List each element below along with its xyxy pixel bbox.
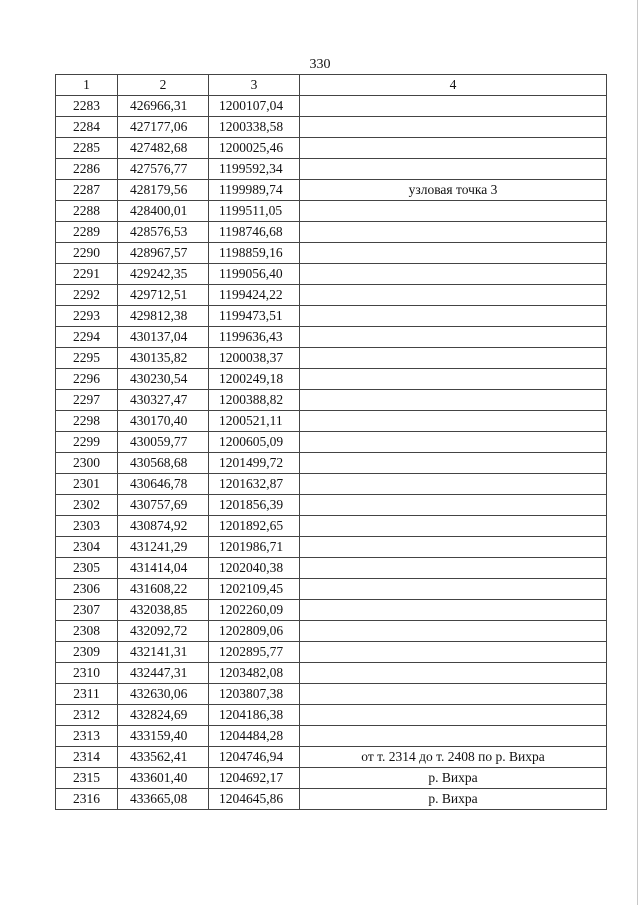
y-coordinate-cell: 1201986,71 xyxy=(209,537,300,558)
point-number-cell: 2307 xyxy=(56,600,118,621)
y-coordinate-cell: 1201632,87 xyxy=(209,474,300,495)
table-row xyxy=(56,138,607,159)
note-cell xyxy=(300,537,607,558)
table-row xyxy=(56,453,607,474)
point-number-cell: 2292 xyxy=(56,285,118,306)
x-coordinate-cell: 431414,04 xyxy=(118,558,209,579)
point-number-cell: 2310 xyxy=(56,663,118,684)
note-cell xyxy=(300,663,607,684)
point-number-cell: 2299 xyxy=(56,432,118,453)
x-coordinate-cell: 428576,53 xyxy=(118,222,209,243)
point-number-cell: 2283 xyxy=(56,96,118,117)
table-row xyxy=(56,222,607,243)
y-coordinate-cell: 1199424,22 xyxy=(209,285,300,306)
point-number-cell: 2304 xyxy=(56,537,118,558)
table-row xyxy=(56,159,607,180)
y-coordinate-cell: 1199989,74 xyxy=(209,180,300,201)
x-coordinate-cell: 431241,29 xyxy=(118,537,209,558)
note-cell xyxy=(300,579,607,600)
y-coordinate-cell: 1202809,06 xyxy=(209,621,300,642)
table-row xyxy=(56,411,607,432)
x-coordinate-cell: 431608,22 xyxy=(118,579,209,600)
x-coordinate-cell: 428400,01 xyxy=(118,201,209,222)
table-row xyxy=(56,579,607,600)
point-number-cell: 2311 xyxy=(56,684,118,705)
y-coordinate-cell: 1201499,72 xyxy=(209,453,300,474)
x-coordinate-cell: 427177,06 xyxy=(118,117,209,138)
x-coordinate-cell: 429712,51 xyxy=(118,285,209,306)
point-number-cell: 2287 xyxy=(56,180,118,201)
point-number-cell: 2284 xyxy=(56,117,118,138)
y-coordinate-cell: 1202109,45 xyxy=(209,579,300,600)
table-row xyxy=(56,474,607,495)
x-coordinate-cell: 432038,85 xyxy=(118,600,209,621)
point-number-cell: 2303 xyxy=(56,516,118,537)
y-coordinate-cell: 1202040,38 xyxy=(209,558,300,579)
x-coordinate-cell: 430757,69 xyxy=(118,495,209,516)
x-coordinate-cell: 432141,31 xyxy=(118,642,209,663)
x-coordinate-cell: 428179,56 xyxy=(118,180,209,201)
point-number-cell: 2300 xyxy=(56,453,118,474)
table-row xyxy=(56,243,607,264)
x-coordinate-cell: 433665,08 xyxy=(118,789,209,810)
point-number-cell: 2298 xyxy=(56,411,118,432)
note-cell xyxy=(300,621,607,642)
point-number-cell: 2294 xyxy=(56,327,118,348)
x-coordinate-cell: 433159,40 xyxy=(118,726,209,747)
table-body xyxy=(56,96,607,810)
y-coordinate-cell: 1201892,65 xyxy=(209,516,300,537)
point-number-cell: 2297 xyxy=(56,390,118,411)
table-row xyxy=(56,516,607,537)
x-coordinate-cell: 427576,77 xyxy=(118,159,209,180)
y-coordinate-cell: 1199592,34 xyxy=(209,159,300,180)
y-coordinate-cell: 1200388,82 xyxy=(209,390,300,411)
point-number-cell: 2305 xyxy=(56,558,118,579)
point-number-cell: 2315 xyxy=(56,768,118,789)
y-coordinate-cell: 1199056,40 xyxy=(209,264,300,285)
x-coordinate-cell: 430874,92 xyxy=(118,516,209,537)
y-coordinate-cell: 1198859,16 xyxy=(209,243,300,264)
y-coordinate-cell: 1204186,38 xyxy=(209,705,300,726)
y-coordinate-cell: 1200107,04 xyxy=(209,96,300,117)
point-number-cell: 2295 xyxy=(56,348,118,369)
table-row xyxy=(56,621,607,642)
column-header-4: 4 xyxy=(300,75,607,96)
point-number-cell: 2313 xyxy=(56,726,118,747)
table-row xyxy=(56,495,607,516)
note-cell xyxy=(300,495,607,516)
note-cell xyxy=(300,348,607,369)
note-cell xyxy=(300,159,607,180)
coordinates-table xyxy=(55,74,607,810)
note-cell xyxy=(300,642,607,663)
x-coordinate-cell: 430137,04 xyxy=(118,327,209,348)
table-row xyxy=(56,285,607,306)
x-coordinate-cell: 430327,47 xyxy=(118,390,209,411)
point-number-cell: 2302 xyxy=(56,495,118,516)
table-row xyxy=(56,600,607,621)
table-row xyxy=(56,684,607,705)
table-row xyxy=(56,369,607,390)
y-coordinate-cell: 1199473,51 xyxy=(209,306,300,327)
point-number-cell: 2316 xyxy=(56,789,118,810)
table-row xyxy=(56,348,607,369)
note-cell xyxy=(300,264,607,285)
page-number: 330 xyxy=(309,57,331,72)
note-cell xyxy=(300,726,607,747)
note-cell: р. Вихра xyxy=(300,789,607,810)
table-header-row xyxy=(56,75,607,96)
x-coordinate-cell: 432447,31 xyxy=(118,663,209,684)
table-row xyxy=(56,705,607,726)
table-row xyxy=(56,642,607,663)
note-cell xyxy=(300,516,607,537)
x-coordinate-cell: 430568,68 xyxy=(118,453,209,474)
point-number-cell: 2293 xyxy=(56,306,118,327)
y-coordinate-cell: 1200249,18 xyxy=(209,369,300,390)
note-cell xyxy=(300,369,607,390)
table-row xyxy=(56,432,607,453)
y-coordinate-cell: 1204645,86 xyxy=(209,789,300,810)
x-coordinate-cell: 432630,06 xyxy=(118,684,209,705)
note-cell: узловая точка 3 xyxy=(300,180,607,201)
note-cell xyxy=(300,705,607,726)
point-number-cell: 2312 xyxy=(56,705,118,726)
point-number-cell: 2290 xyxy=(56,243,118,264)
x-coordinate-cell: 428967,57 xyxy=(118,243,209,264)
note-cell xyxy=(300,117,607,138)
y-coordinate-cell: 1203482,08 xyxy=(209,663,300,684)
table-row xyxy=(56,558,607,579)
x-coordinate-cell: 427482,68 xyxy=(118,138,209,159)
x-coordinate-cell: 433562,41 xyxy=(118,747,209,768)
y-coordinate-cell: 1202260,09 xyxy=(209,600,300,621)
note-cell: р. Вихра xyxy=(300,768,607,789)
table-row xyxy=(56,180,607,201)
y-coordinate-cell: 1200521,11 xyxy=(209,411,300,432)
note-cell xyxy=(300,138,607,159)
table-row xyxy=(56,768,607,789)
point-number-cell: 2289 xyxy=(56,222,118,243)
x-coordinate-cell: 430170,40 xyxy=(118,411,209,432)
column-header-3: 3 xyxy=(209,75,300,96)
column-header-2: 2 xyxy=(118,75,209,96)
point-number-cell: 2288 xyxy=(56,201,118,222)
point-number-cell: 2314 xyxy=(56,747,118,768)
x-coordinate-cell: 430059,77 xyxy=(118,432,209,453)
y-coordinate-cell: 1203807,38 xyxy=(209,684,300,705)
y-coordinate-cell: 1199511,05 xyxy=(209,201,300,222)
x-coordinate-cell: 430135,82 xyxy=(118,348,209,369)
note-cell xyxy=(300,600,607,621)
x-coordinate-cell: 430646,78 xyxy=(118,474,209,495)
point-number-cell: 2296 xyxy=(56,369,118,390)
table-row xyxy=(56,327,607,348)
table-row xyxy=(56,96,607,117)
point-number-cell: 2309 xyxy=(56,642,118,663)
note-cell xyxy=(300,96,607,117)
x-coordinate-cell: 426966,31 xyxy=(118,96,209,117)
column-header-1: 1 xyxy=(56,75,118,96)
note-cell xyxy=(300,411,607,432)
note-cell xyxy=(300,243,607,264)
note-cell xyxy=(300,285,607,306)
y-coordinate-cell: 1198746,68 xyxy=(209,222,300,243)
y-coordinate-cell: 1200038,37 xyxy=(209,348,300,369)
note-cell xyxy=(300,390,607,411)
x-coordinate-cell: 430230,54 xyxy=(118,369,209,390)
point-number-cell: 2291 xyxy=(56,264,118,285)
note-cell xyxy=(300,201,607,222)
y-coordinate-cell: 1200605,09 xyxy=(209,432,300,453)
note-cell xyxy=(300,474,607,495)
point-number-cell: 2301 xyxy=(56,474,118,495)
x-coordinate-cell: 433601,40 xyxy=(118,768,209,789)
y-coordinate-cell: 1204692,17 xyxy=(209,768,300,789)
table-row xyxy=(56,537,607,558)
y-coordinate-cell: 1199636,43 xyxy=(209,327,300,348)
x-coordinate-cell: 432824,69 xyxy=(118,705,209,726)
y-coordinate-cell: 1200338,58 xyxy=(209,117,300,138)
x-coordinate-cell: 432092,72 xyxy=(118,621,209,642)
scan-edge-line xyxy=(637,0,638,905)
note-cell xyxy=(300,558,607,579)
note-cell xyxy=(300,327,607,348)
y-coordinate-cell: 1204484,28 xyxy=(209,726,300,747)
table-row xyxy=(56,663,607,684)
table-row xyxy=(56,789,607,810)
table-row xyxy=(56,117,607,138)
table-row xyxy=(56,306,607,327)
x-coordinate-cell: 429812,38 xyxy=(118,306,209,327)
note-cell xyxy=(300,432,607,453)
table-row xyxy=(56,726,607,747)
point-number-cell: 2306 xyxy=(56,579,118,600)
x-coordinate-cell: 429242,35 xyxy=(118,264,209,285)
point-number-cell: 2308 xyxy=(56,621,118,642)
y-coordinate-cell: 1201856,39 xyxy=(209,495,300,516)
table-row xyxy=(56,390,607,411)
note-cell xyxy=(300,306,607,327)
point-number-cell: 2285 xyxy=(56,138,118,159)
note-cell xyxy=(300,222,607,243)
note-cell xyxy=(300,684,607,705)
table-row xyxy=(56,201,607,222)
table-row xyxy=(56,264,607,285)
y-coordinate-cell: 1204746,94 xyxy=(209,747,300,768)
table-row xyxy=(56,747,607,768)
y-coordinate-cell: 1200025,46 xyxy=(209,138,300,159)
point-number-cell: 2286 xyxy=(56,159,118,180)
note-cell xyxy=(300,453,607,474)
y-coordinate-cell: 1202895,77 xyxy=(209,642,300,663)
note-cell: от т. 2314 до т. 2408 по р. Вихра xyxy=(300,747,607,768)
